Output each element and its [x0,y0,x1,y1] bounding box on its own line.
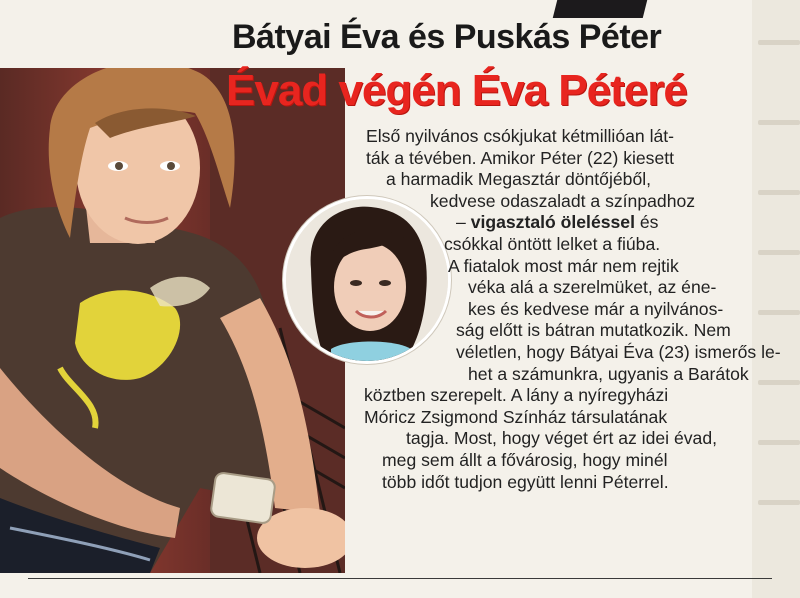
article-line: tagja. Most, hogy véget ért az idei évad, [406,428,718,449]
article-line: több időt tudjon együtt lenni Péterrel. [382,471,669,492]
article-line: köztben szerepelt. A lány a nyíregyházi [364,385,669,406]
bottom-rule [28,578,772,579]
article-line: – vigasztaló öleléssel és [456,212,659,233]
headline-title: Évad végén Éva Péteré [226,66,687,115]
article-line: het a számunkra, ugyanis a Barátok [468,363,749,384]
headline-kicker: Bátyai Éva és Puskás Péter [232,18,662,56]
bold-phrase: vigasztaló öleléssel [470,212,635,233]
article-line: a harmadik Megasztár döntőjéből, [386,169,652,190]
article-line: A fiatalok most már nem rejtik [448,255,679,276]
article-body [352,126,781,493]
adjacent-photo-corner [553,0,647,18]
article-line: kes és kedvese már a nyilvános- [468,298,724,319]
article-line: meg sem állt a fővárosig, hogy minél [382,449,668,470]
article-line: csókkal öntött lelket a fiúba. [444,233,661,254]
article-line: kedvese odaszaladt a színpadhoz [430,190,696,211]
article-line: véletlen, hogy Bátyai Éva (23) ismerős le- [456,341,781,362]
article-line: Első nyilvános csókjukat kétmillióan lát- [366,126,675,146]
article-line: ták a tévében. Amikor Péter (22) kiesett [366,147,675,168]
article-line: véka alá a szerelmüket, az éne- [468,277,717,298]
article-line: Móricz Zsigmond Színház társulatának [364,406,668,427]
article-line: ság előtt is bátran mutatkozik. Nem [456,320,731,341]
